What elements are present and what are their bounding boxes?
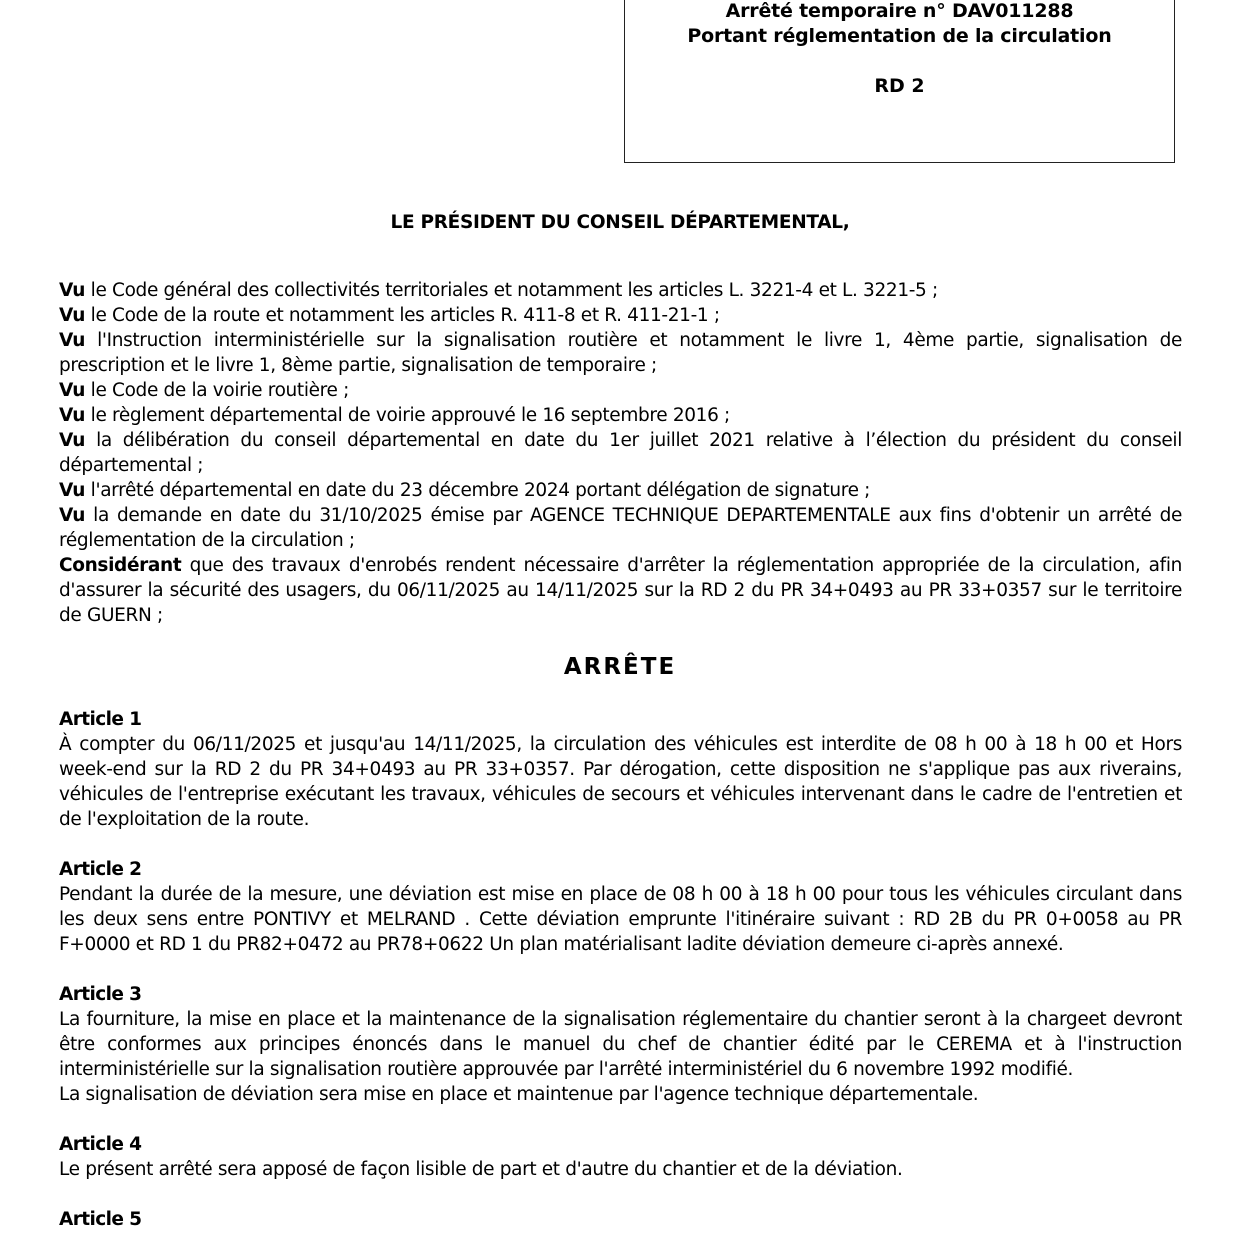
articles-section (59, 707, 1182, 1257)
considerant-text: que des travaux d'enrobés rendent nécessaire d'arrêter la réglementation appropriée de la circulation, afin d'assurer la sécurité des usagers, du 06/11/2025 au 14/11/2025 sur la RD 2 du PR 34+0493 au PR 33+0357 sur le territoire de GUERN ; (59, 555, 1182, 626)
visa-lead: Vu (59, 505, 86, 526)
article-paragraph: La fourniture, la mise en place et la maintenance de la signalisation réglementaire du chantier seront à la chargeet devront être conformes aux principes énoncés dans le manuel du chef de chantier édité par le CEREMA et à l'instruction interministérielle sur la signalisation routière approuvée par l'arrêté interministériel du 6 novembre 1992 modifié. (59, 1009, 1182, 1080)
article-2 (59, 857, 1182, 957)
visa-item (59, 378, 1182, 403)
decree-road: RD 2 (874, 75, 925, 97)
visa-text: le Code général des collectivités territoriales et notamment les articles L. 3221-4 et L. 3221-5 ; (85, 280, 938, 301)
visa-text: l'arrêté départemental en date du 23 décembre 2024 portant délégation de signature ; (85, 480, 871, 501)
considerant-lead: Considérant (59, 555, 182, 576)
visa-item (59, 403, 1182, 428)
visa-text: la demande en date du 31/10/2025 émise par AGENCE TECHNIQUE DEPARTEMENTALE aux fins d'obtenir un arrêté de réglementation de la circulation ; (59, 505, 1182, 551)
president-heading: LE PRÉSIDENT DU CONSEIL DÉPARTEMENTAL, (390, 212, 850, 233)
article-body (59, 882, 1182, 957)
visa-item (59, 478, 1182, 503)
visa-text: le Code de la voirie routière ; (85, 380, 349, 401)
visa-text: le Code de la route et notamment les articles R. 411-8 et R. 411-21-1 ; (85, 305, 720, 326)
article-5 (59, 1207, 1182, 1232)
article-body (59, 1157, 1182, 1182)
visa-lead: Vu (59, 280, 86, 301)
article-title: Article 5 (59, 1209, 142, 1230)
visa-lead: Vu (59, 405, 86, 426)
considerant-item (59, 553, 1182, 628)
article-paragraph: La signalisation de déviation sera mise en place et maintenue par l'agence technique départementale. (59, 1084, 979, 1105)
visa-lead: Vu (59, 380, 86, 401)
visa-text: l'Instruction interministérielle sur la signalisation routière et notamment le livre 1, 4ème partie, signalisation de prescription et le livre 1, 8ème partie, signalisation de temporaire ; (59, 330, 1182, 376)
article-title: Article 2 (59, 859, 142, 880)
decree-subtitle: Portant réglementation de la circulation (687, 25, 1112, 47)
visas-section (59, 278, 1182, 628)
arrete-heading: ARRÊTE (563, 654, 677, 680)
visa-item (59, 278, 1182, 303)
article-body (59, 1007, 1182, 1107)
visa-text: le règlement départemental de voirie approuvé le 16 septembre 2016 ; (85, 405, 730, 426)
visa-item (59, 328, 1182, 378)
visa-item (59, 503, 1182, 553)
visa-lead: Vu (59, 480, 86, 501)
article-title: Article 3 (59, 984, 142, 1005)
decree-title: Arrêté temporaire n° DAV011288 (725, 0, 1074, 22)
decree-header-box (624, 0, 1175, 163)
article-4 (59, 1132, 1182, 1182)
visa-lead: Vu (59, 330, 86, 351)
article-paragraph: À compter du 06/11/2025 et jusqu'au 14/11/2025, la circulation des véhicules est interdite de 08 h 00 à 18 h 00 et Hors week-end sur la RD 2 du PR 34+0493 au PR 33+0357. Par dérogation, cette disposition ne s'applique pas aux riverains, véhicules de l'entreprise exécutant les travaux, véhicules de secours et véhicules intervenant dans le cadre de l'entretien et de l'exploitation de la route. (59, 734, 1182, 830)
article-title: Article 4 (59, 1134, 142, 1155)
article-title: Article 1 (59, 709, 142, 730)
article-body (59, 732, 1182, 832)
article-3 (59, 982, 1182, 1107)
article-1 (59, 707, 1182, 832)
visa-lead: Vu (59, 305, 86, 326)
article-paragraph: Le présent arrêté sera apposé de façon lisible de part et d'autre du chantier et de la déviation. (59, 1159, 903, 1180)
visa-lead: Vu (59, 430, 86, 451)
visa-text: la délibération du conseil départemental en date du 1er juillet 2021 relative à l’élection du président du conseil départemental ; (59, 430, 1182, 476)
visa-item (59, 428, 1182, 478)
visa-item (59, 303, 1182, 328)
article-paragraph: Pendant la durée de la mesure, une déviation est mise en place de 08 h 00 à 18 h 00 pour tous les véhicules circulant dans les deux sens entre PONTIVY et MELRAND . Cette déviation emprunte l'itinéraire suivant : RD 2B du PR 0+0058 au PR F+0000 et RD 1 du PR82+0472 au PR78+0622 Un plan matérialisant ladite déviation demeure ci-après annexé. (59, 884, 1182, 955)
